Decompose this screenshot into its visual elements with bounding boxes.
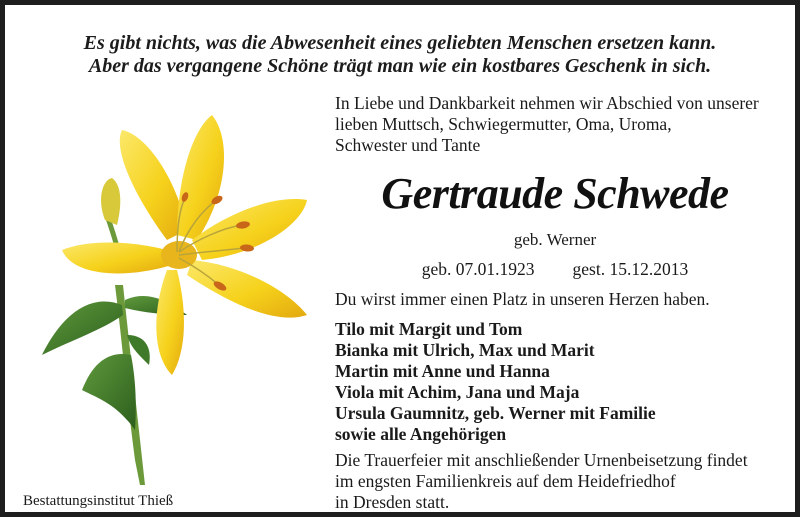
mourner-line: Ursula Gaumnitz, geb. Werner mit Familie (335, 403, 656, 423)
intro-line-3: Schwester und Tante (335, 135, 481, 155)
funeral-home-name: Bestattungsinstitut Thieß (23, 493, 174, 509)
mourner-line: Viola mit Achim, Jana und Maja (335, 382, 580, 402)
mourner-line: Martin mit Anne und Hanna (335, 361, 550, 381)
birth-date: geb. 07.01.1923 (421, 259, 535, 279)
maiden-name: geb. Werner (513, 230, 597, 249)
intro-line-2: lieben Muttsch, Schwiegermutter, Oma, Uroma, (335, 114, 672, 134)
death-date: gest. 15.12.2013 (572, 259, 689, 279)
farewell-intro (335, 93, 775, 156)
memorial-verse: Du wirst immer einen Platz in unseren Herzen haben. (335, 289, 710, 309)
life-dates (335, 259, 775, 280)
yellow-lily-icon (27, 100, 327, 490)
mourner-line: Tilo mit Margit und Tom (335, 319, 523, 339)
intro-line-1: In Liebe und Dankbarkeit nehmen wir Abschied von unserer (335, 93, 759, 113)
funeral-service-info (335, 450, 785, 513)
mourners-list (335, 319, 775, 445)
service-line-1: Die Trauerfeier mit anschließender Urnenbeisetzung findet (335, 450, 748, 470)
motto-quote (5, 32, 795, 78)
mourner-line: Bianka mit Ulrich, Max und Marit (335, 340, 595, 360)
motto-line-1: Es gibt nichts, was die Abwesenheit eines geliebten Menschen ersetzen kann. (83, 32, 717, 54)
deceased-name: Gertraude Schwede (381, 169, 729, 218)
service-line-3: in Dresden statt. (335, 492, 450, 512)
motto-line-2: Aber das vergangene Schöne trägt man wie ein kostbares Geschenk in sich. (88, 55, 712, 77)
mourner-line: sowie alle Angehörigen (335, 424, 507, 444)
service-line-2: im engsten Familienkreis auf dem Heidefriedhof (335, 471, 676, 491)
